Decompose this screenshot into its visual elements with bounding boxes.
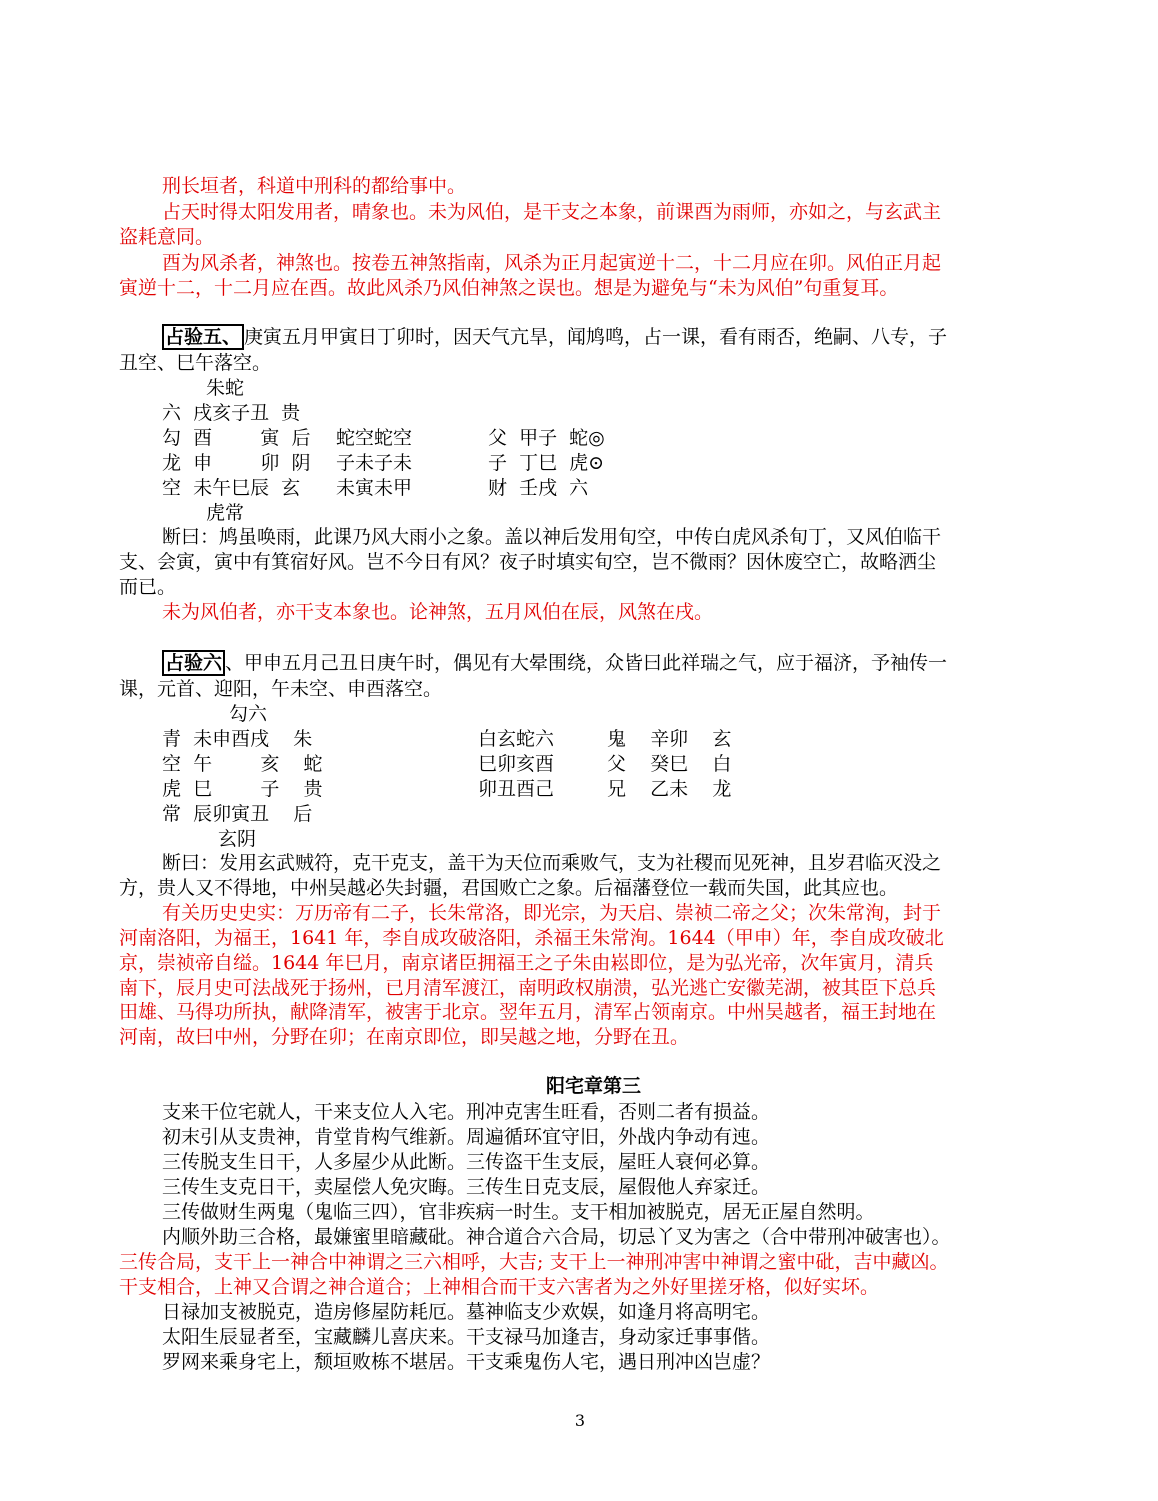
chapter-note-2: 干支相合，上神又合谓之神合道合；上神相合而干支六害者为之外好里搓牙格，似好实坏。 — [119, 1276, 880, 1298]
case6-history-2: 河南洛阳，为福王，1641 年，李自成攻破洛阳，杀福王朱常洵。1644（甲申）年，李自成攻破北 — [119, 927, 944, 949]
case6-history-1: 有关历史史实：万历帝有二子，长朱常洛，即光宗，为天启、崇祯二帝之父；次朱常洵，封于 — [162, 902, 942, 924]
intro-line-2: 占天时得太阳发用者，晴象也。未为风伯，是干支之本象，前课酉为雨师，亦如之，与玄武主 — [162, 201, 942, 223]
case6-history-4: 南下，辰月史可法战死于扬州，已月清军渡江，南明政权崩溃，弘光逃亡安徽芜湖，被其臣下总兵 — [119, 977, 937, 999]
case5-chart-top: 朱蛇 — [206, 377, 245, 399]
intro-line-5: 寅逆十二，十二月应在酉。故此风杀乃风伯神煞之误也。想是为避免与“未为风伯”句重复耳。 — [119, 277, 899, 299]
case5-lesson-row-3: 未寅未甲 — [336, 477, 413, 499]
case5-chart-bottom: 虎常 — [206, 502, 245, 524]
case6-lesson-row-1: 白玄蛇六 — [478, 728, 555, 750]
case6-lesson-row-2: 巳卯亥酉 — [478, 753, 555, 775]
case6-judgment-1: 断曰：发用玄武贼符，克干克支，盖干为天位而乘败气，支为社稷而见死神，且岁君临灭没之 — [162, 852, 942, 874]
case5-line-2: 丑空、巳午落空。 — [119, 352, 272, 374]
chapter-title: 阳宅章第三 — [546, 1075, 642, 1097]
chapter-verse-5: 三传做财生两鬼（鬼临三四），官非疾病一时生。支干相加被脱克，居无正屋自然明。 — [162, 1201, 875, 1223]
chapter-note-1: 三传合局，支干上一神合中神谓之三六相呼，大吉; 支干上一神刑冲害中神谓之蜜中砒，吉中藏凶。 — [119, 1251, 949, 1273]
case6-history-6: 河南，故曰中州，分野在卯；在南京即位，即吴越之地，分野在丑。 — [119, 1026, 690, 1048]
case5-judgment-3: 而已。 — [119, 576, 177, 598]
case5-lesson-row-2: 子未子未 — [336, 452, 413, 474]
case6-chart-bottom: 玄阴 — [218, 828, 257, 850]
case5-transmission-1: 父 甲子 蛇◎ — [488, 427, 605, 449]
case6-line-2: 课，元首、迎阳，午未空、申酉落空。 — [119, 678, 443, 700]
page-number: 3 — [574, 1411, 586, 1430]
intro-line-1: 刑长垣者，科道中刑科的都给事中。 — [162, 175, 467, 197]
case6-chart-row-3: 虎 巳 子 贵 — [162, 778, 323, 800]
chapter-verse-3: 三传脱支生日干，人多屋少从此断。三传盗干生支辰，屋旺人衰何必算。 — [162, 1151, 771, 1173]
intro-line-4: 酉为风杀者，神煞也。按卷五神煞指南，风杀为正月起寅逆十二，十二月应在卯。风伯正月起 — [162, 252, 942, 274]
chapter-verse-9: 罗网来乘身宅上，颓垣败栋不堪居。干支乘鬼伤人宅，遇日刑冲凶岂虚？ — [162, 1351, 771, 1373]
case6-line-1: 、甲申五月己丑日庚午时，偶见有大晕围绕，众皆曰此祥瑞之气，应于福济，予袖传一 — [225, 652, 948, 674]
case5-judgment-2: 支、会寅，寅中有箕宿好风。岂不今日有风？夜子时填实旬空，岂不微雨？因休废空亡，故略洒尘 — [119, 551, 937, 573]
case6-chart-top: 勾六 — [229, 703, 268, 725]
case6-history-5: 田雄、马得功所执，献降清军，被害于北京。翌年五月，清军占领南京。中州吴越者，福王封地在 — [119, 1001, 937, 1023]
chapter-verse-2: 初末引从支贵神，肯堂肯构气维新。周遍循环宜守旧，外战内争动有迍。 — [162, 1126, 771, 1148]
case5-heading — [162, 324, 947, 350]
case5-transmission-3: 财 壬戌 六 — [488, 477, 589, 499]
case6-chart-row-1: 青 未申酉戌 朱 — [162, 728, 313, 750]
case5-note: 未为风伯者，亦干支本象也。论神煞，五月风伯在辰，风煞在戌。 — [162, 601, 714, 623]
case5-judgment-1: 断曰：鸠虽唤雨，此课乃风大雨小之象。盖以神后发用旬空，中传白虎风杀旬丁，又风伯临干 — [162, 526, 942, 548]
case6-transmission-3: 兄 乙未 龙 — [607, 778, 732, 800]
case5-lesson-row-1: 蛇空蛇空 — [336, 427, 413, 449]
case5-chart-row-2: 勾 酉 寅 后 — [162, 427, 311, 449]
case5-label: 占验五、 — [162, 324, 244, 350]
chapter-verse-1: 支来干位宅就人，干来支位人入宅。刑冲克害生旺看，否则二者有损益。 — [162, 1101, 771, 1123]
case6-transmission-1: 鬼 辛卯 玄 — [607, 728, 732, 750]
chapter-verse-7: 日禄加支被脱克，造房修屋防耗厄。墓神临支少欢娱，如逢月将高明宅。 — [162, 1301, 771, 1323]
case6-lesson-row-3: 卯丑酉己 — [478, 778, 555, 800]
case6-label: 占验六 — [162, 650, 225, 676]
case6-heading — [162, 650, 947, 676]
chapter-verse-8: 太阳生辰显者至，宝藏麟儿喜庆来。干支禄马加逢吉，身动家迁事事偕。 — [162, 1326, 771, 1348]
case6-chart-row-4: 常 辰卯寅丑 后 — [162, 803, 313, 825]
case6-judgment-2: 方，贵人又不得地，中州吴越必失封疆，君国败亡之象。后福藩登位一载而失国，此其应也。 — [119, 877, 899, 899]
intro-line-3: 盗耗意同。 — [119, 226, 215, 248]
chapter-verse-4: 三传生支克日干，卖屋偿人免灾晦。三传生日克支辰，屋假他人弃家迁。 — [162, 1176, 771, 1198]
case6-chart-row-2: 空 午 亥 蛇 — [162, 753, 323, 775]
case5-chart-row-1: 六 戌亥子丑 贵 — [162, 402, 301, 424]
case6-transmission-2: 父 癸巳 白 — [607, 753, 732, 775]
case5-chart-row-4: 空 未午巳辰 玄 — [162, 477, 301, 499]
case6-history-3: 京，崇祯帝自缢。1644 年巳月，南京诸臣拥福王之子朱由崧即位，是为弘光帝，次年寅月，清兵 — [119, 952, 934, 974]
case5-transmission-2: 子 丁巳 虎⊙ — [488, 452, 605, 474]
chapter-verse-6: 内顺外助三合格，最嫌蜜里暗藏砒。神合道合六合局，切忌丫叉为害之（合中带刑冲破害也）。 — [162, 1226, 951, 1248]
case5-line-1: 庚寅五月甲寅日丁卯时，因天气亢旱，闻鸠鸣，占一课，看有雨否，绝嗣、八专，子 — [244, 326, 948, 348]
case5-chart-row-3: 龙 申 卯 阴 — [162, 452, 311, 474]
